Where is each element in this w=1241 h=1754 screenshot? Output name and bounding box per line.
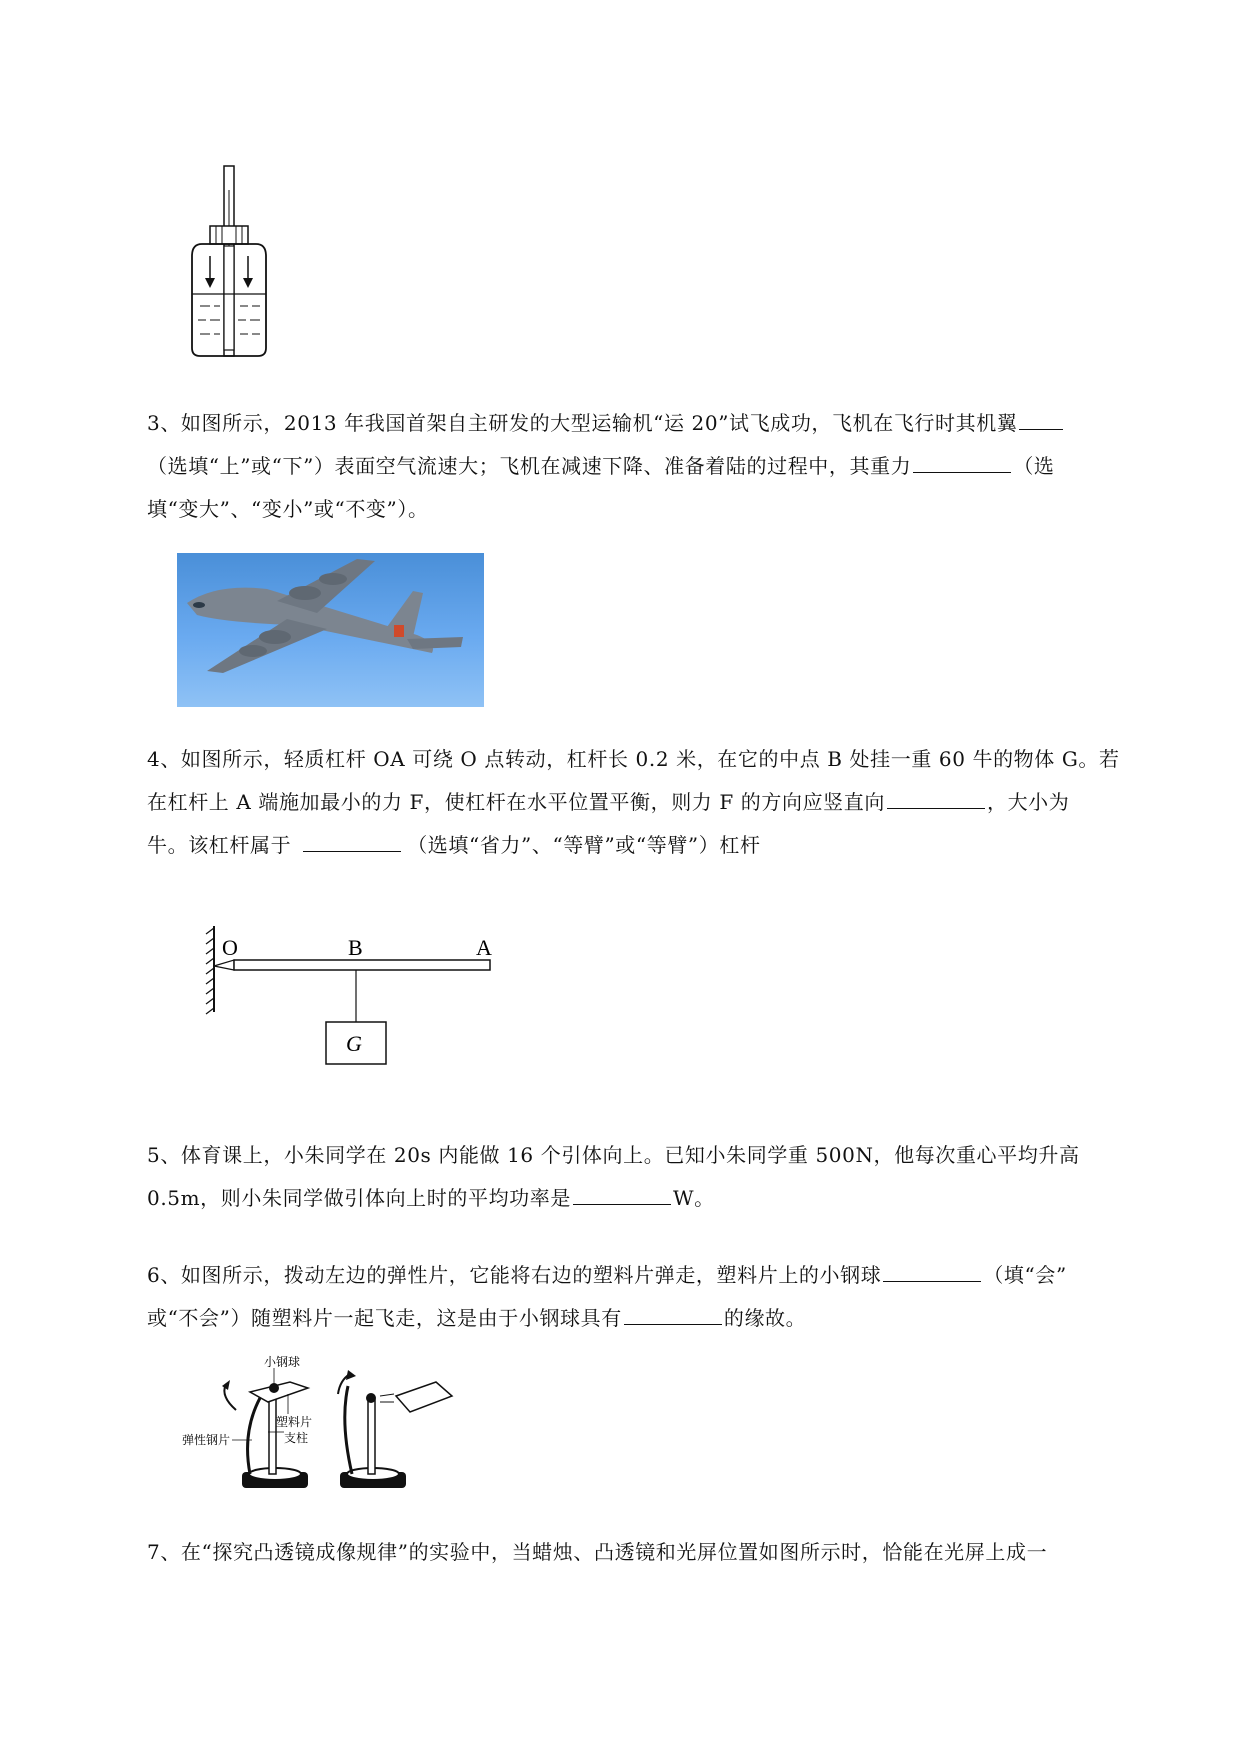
- q4-line1: 4、如图所示，轻质杠杆 OA 可绕 O 点转动，杠杆长 0.2 米，在它的中点 B 处挂一重 60 牛的物体 G。若: [147, 747, 1120, 771]
- q3-line1: 3、如图所示，2013 年我国首架自主研发的大型运输机“运 20”试飞成功，飞机在飞行时其机翼: [147, 402, 1157, 445]
- q6-line1: 6、如图所示，拨动左边的弹性片，它能将右边的塑料片弹走，塑料片上的小钢球 （填“会”: [147, 1254, 1157, 1297]
- lever-label-b: B: [348, 935, 363, 960]
- q3-line3: 填“变大”、“变小”或“不变”）。: [147, 497, 429, 521]
- q4-blank-1[interactable]: [887, 786, 985, 809]
- inertia-figure: [180, 1352, 460, 1502]
- question-7: [147, 1531, 1157, 1574]
- q5-line2: 0.5m，则小朱同学做引体向上时的平均功率是 W。: [147, 1177, 1157, 1220]
- q6-line2: 或“不会”）随塑料片一起飞走，这是由于小钢球具有 的缘故。: [147, 1297, 1157, 1340]
- q4-line2: 在杠杆上 A 端施加最小的力 F，使杠杆在水平位置平衡，则力 F 的方向应竖直向 ，大小为: [147, 781, 1157, 824]
- lever-figure: [200, 920, 510, 1090]
- question-6: [147, 1254, 1157, 1340]
- lever-label-g: G: [346, 1031, 362, 1056]
- lever-label-a: A: [476, 935, 492, 960]
- q5-line1: 5、体育课上，小朱同学在 20s 内能做 16 个引体向上。已知小朱同学重 500N，他每次重心平均升高: [147, 1143, 1080, 1167]
- question-5: [147, 1134, 1157, 1220]
- label-plastic-card: 塑料片: [276, 1415, 313, 1429]
- lever-label-o: O: [222, 935, 238, 960]
- airplane-icon: [177, 553, 484, 707]
- q5-blank-1[interactable]: [573, 1182, 671, 1205]
- q7-line1: 7、在“探究凸透镜成像规律”的实验中，当蜡烛、凸透镜和光屏位置如图所示时，恰能在光屏上成一: [147, 1540, 1048, 1564]
- label-pillar: 支柱: [284, 1431, 309, 1445]
- q4-line3: 牛。该杠杆属于 （选填“省力”、“等臂”或“等臂”）杠杆: [147, 824, 1157, 867]
- label-elastic-strip: 弹性钢片: [182, 1433, 231, 1447]
- q3-line2: （选填“上”或“下”）表面空气流速大；飞机在减速下降、准备着陆的过程中，其重力 （选: [147, 445, 1157, 488]
- q3-blank-1[interactable]: [1019, 407, 1063, 430]
- bottle-figure: [180, 160, 280, 360]
- question-4: [147, 738, 1157, 867]
- q6-blank-2[interactable]: [624, 1302, 722, 1325]
- question-3: [147, 402, 1157, 531]
- label-steel-ball: 小钢球: [264, 1355, 301, 1369]
- q3-blank-2[interactable]: [913, 450, 1011, 473]
- q4-blank-2[interactable]: [303, 829, 401, 852]
- q6-blank-1[interactable]: [883, 1259, 981, 1282]
